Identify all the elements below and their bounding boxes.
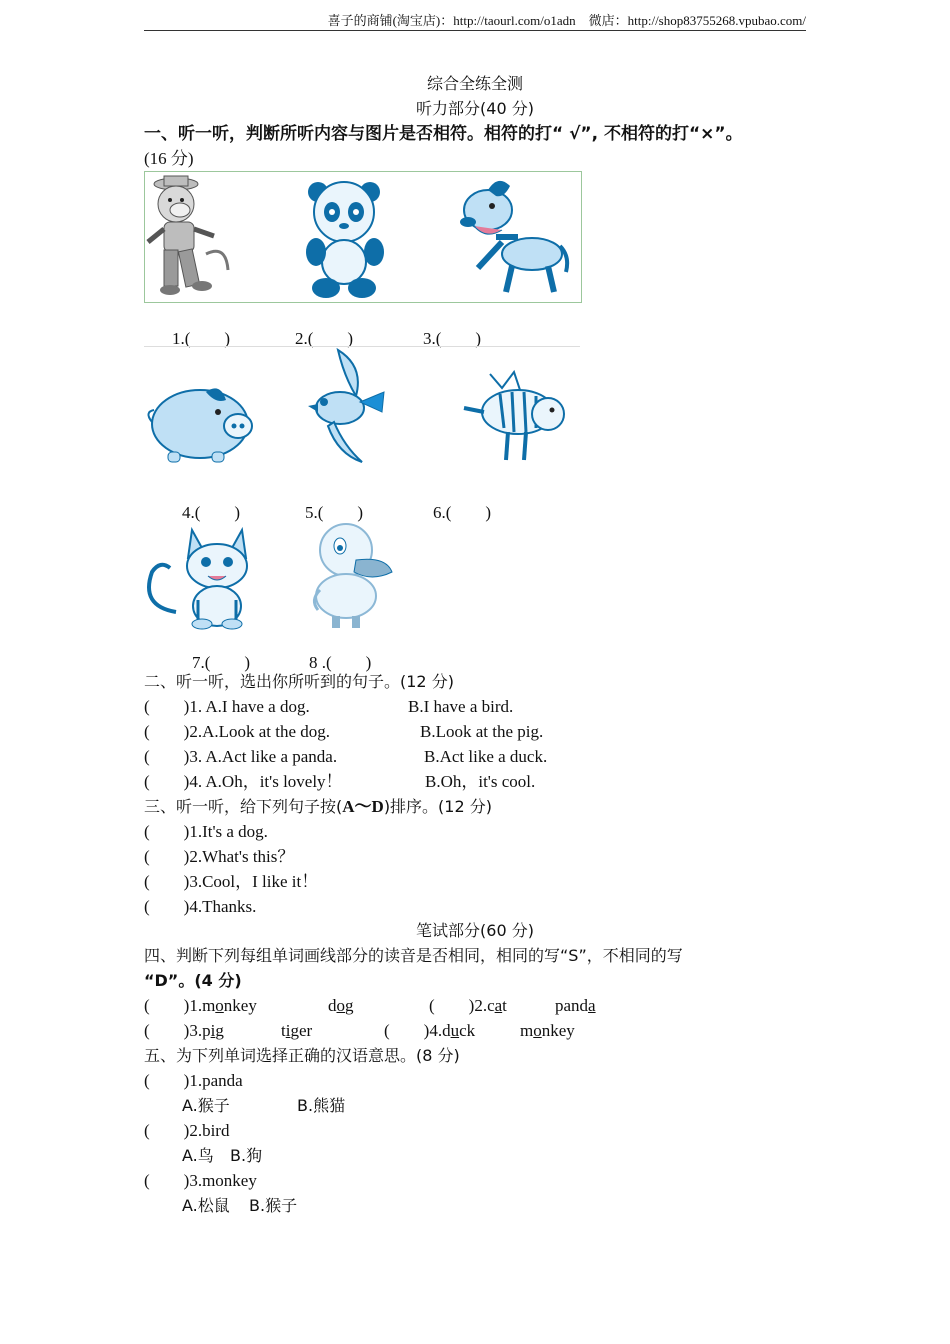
- q3-item-2: ( )2.What's this？: [144, 847, 295, 866]
- q2-item-1-a: ( )1. A.I have a dog.: [144, 697, 310, 716]
- q2-title: 二、听一听，选出你所听到的句子。(12 分): [144, 672, 454, 691]
- pig-picture: [146, 382, 256, 464]
- q3-item-3: ( )3.Cool，I like it！: [144, 872, 319, 891]
- monkey-picture: [146, 174, 238, 298]
- q2-item-2-b: B.Look at the pig.: [420, 722, 544, 741]
- duck-picture: [306, 520, 398, 630]
- page-header: 喜子的商铺(淘宝店)：http://taourl.com/o1adn 微店：http://shop83755268.vpubao.com/: [144, 10, 806, 31]
- q5-item-3: ( )3.monkey: [144, 1171, 257, 1190]
- answer-blank-2[interactable]: 2.( ): [295, 329, 354, 348]
- q4-row-2-word-2: tiger: [281, 1021, 313, 1040]
- q5-item-1-option-b: B.熊猫: [297, 1096, 346, 1115]
- answer-blank-4[interactable]: 4.( ): [182, 503, 241, 522]
- q5-item-1: ( )1.panda: [144, 1071, 243, 1090]
- cat-picture: [146, 522, 264, 630]
- q2-item-4-b: B.Oh，it's cool.: [425, 772, 536, 791]
- q5-item-3-option-b: B.猴子: [249, 1196, 298, 1215]
- q4-row-1: ( )1.monkey: [144, 996, 257, 1015]
- q4-title-line2: “D”。(4 分): [144, 971, 242, 990]
- answer-blank-8[interactable]: 8 .( ): [309, 653, 372, 672]
- q2-item-1-b: B.I have a bird.: [408, 697, 514, 716]
- q2-item-4-a: ( )4. A.Oh，it's lovely！: [144, 772, 343, 791]
- writing-heading: 笔试部分(60 分): [416, 921, 534, 940]
- listening-heading: 听力部分(40 分): [416, 99, 534, 118]
- answer-blank-6[interactable]: 6.( ): [433, 503, 492, 522]
- q5-item-1-option-a: A.猴子: [182, 1096, 230, 1115]
- q1-title: 一、听一听，判断所听内容与图片是否相符。相符的打“ √”, 不相符的打“×”。: [144, 124, 743, 144]
- q2-item-3-b: B.Act like a duck.: [424, 747, 548, 766]
- answer-blank-7[interactable]: 7.( ): [192, 653, 251, 672]
- answer-blank-5[interactable]: 5.( ): [305, 503, 364, 522]
- q4-title-line1: 四、判断下列每组单词画线部分的读音是否相同，相同的写“S”，不相同的写: [144, 946, 683, 965]
- tiger-picture: [460, 368, 570, 464]
- q5-item-3-option-a: A.松鼠: [182, 1196, 230, 1215]
- q4-row-1-word-2: dog: [328, 996, 354, 1015]
- q5-item-2-option-a: A.鸟: [182, 1146, 214, 1165]
- q3-item-4: ( )4.Thanks.: [144, 897, 257, 916]
- q3-item-1: ( )1.It's a dog.: [144, 822, 268, 841]
- q4-row-2: ( )3.pig: [144, 1021, 224, 1040]
- q4-row-2-pair-2: ( )4.duck: [384, 1021, 476, 1040]
- q2-item-2-a: ( )2.A.Look at the dog.: [144, 722, 331, 741]
- q5-title: 五、为下列单词选择正确的汉语意思。(8 分): [144, 1046, 460, 1065]
- q5-item-2-option-b: B.狗: [230, 1146, 263, 1165]
- panda-picture: [300, 178, 392, 300]
- answer-blank-1[interactable]: 1.( ): [172, 329, 231, 348]
- worksheet-title: 综合全练全测: [426, 74, 523, 93]
- bird-picture: [304, 346, 390, 466]
- q2-item-3-a: ( )3. A.Act like a panda.: [144, 747, 338, 766]
- dog-picture: [458, 176, 570, 298]
- answer-blank-3[interactable]: 3.( ): [423, 329, 482, 348]
- q5-item-2: ( )2.bird: [144, 1121, 230, 1140]
- q3-title: 三、听一听，给下列句子按(A～D)排序。(12 分): [144, 797, 492, 816]
- q1-score: (16 分): [144, 149, 194, 168]
- q4-row-1-word-4: panda: [555, 996, 596, 1015]
- q4-row-1-pair-2: ( )2.cat: [429, 996, 507, 1015]
- q4-row-2-word-4: monkey: [520, 1021, 575, 1040]
